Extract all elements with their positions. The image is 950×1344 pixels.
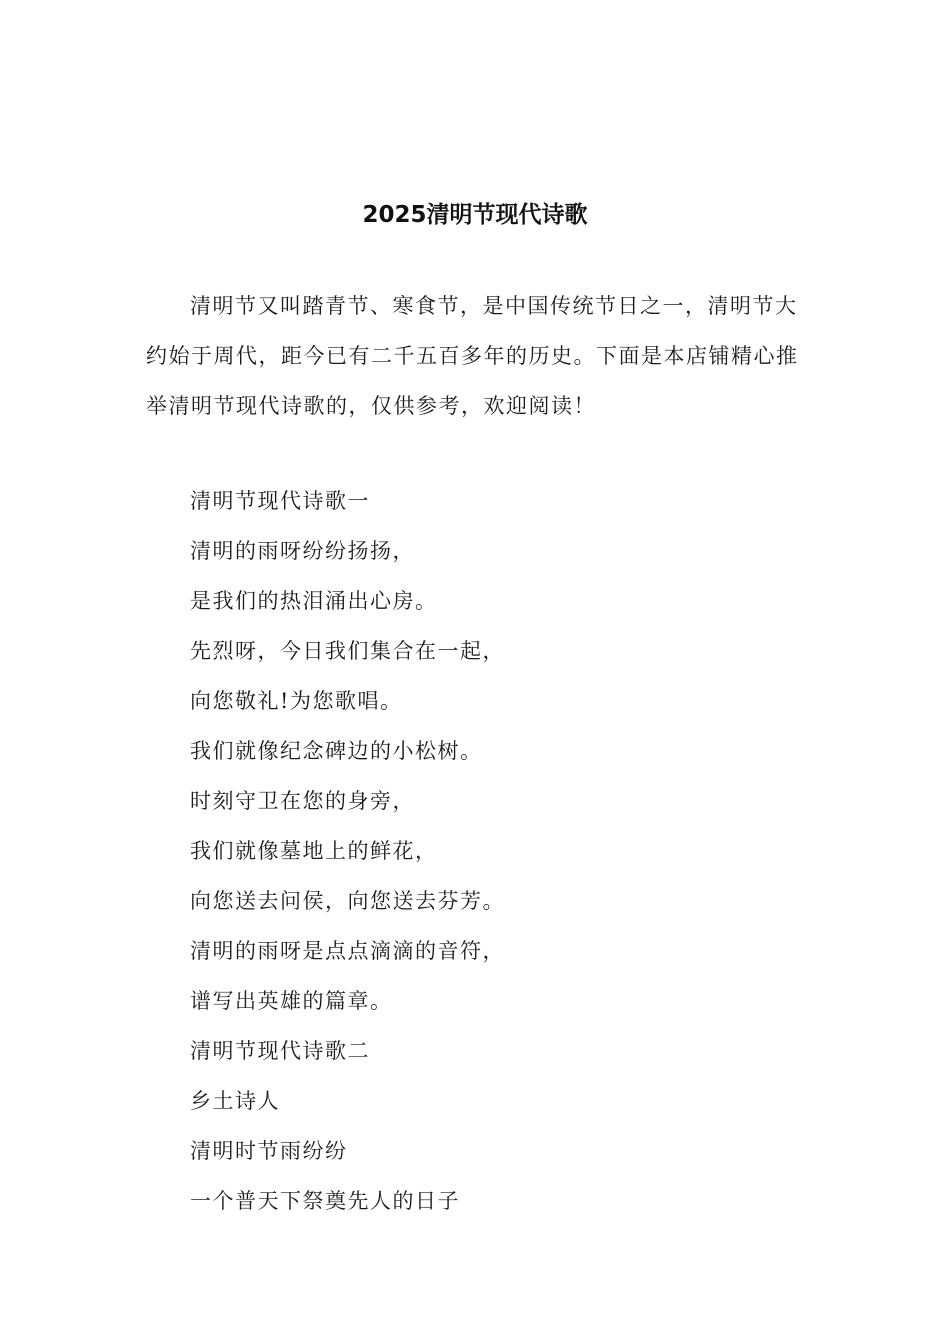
poem-line: 清明的雨呀是点点滴滴的音符， xyxy=(190,939,505,963)
poem-line: 清明的雨呀纷纷扬扬， xyxy=(190,539,415,563)
poem-line: 时刻守卫在您的身旁， xyxy=(190,789,415,813)
poem-line: 清明时节雨纷纷 xyxy=(190,1139,348,1163)
poem-line: 我们就像墓地上的鲜花， xyxy=(190,839,438,863)
section-heading: 清明节现代诗歌二 xyxy=(190,1039,370,1063)
poem-line: 一个普天下祭奠先人的日子 xyxy=(190,1189,460,1213)
poem-author: 乡土诗人 xyxy=(190,1089,280,1113)
poem-line: 是我们的热泪涌出心房。 xyxy=(190,589,438,613)
section-heading: 清明节现代诗歌一 xyxy=(190,489,370,513)
poem-lines xyxy=(190,476,810,1226)
intro-paragraph: 清明节又叫踏青节、寒食节，是中国传统节日之一，清明节大约始于周代，距今已有二千五百多年的历史。下面是本店铺精心推举清明节现代诗歌的，仅供参考，欢迎阅读！ xyxy=(146,294,799,418)
poem-line: 谱写出英雄的篇章。 xyxy=(190,989,393,1013)
poem-line: 向您敬礼!为您歌唱。 xyxy=(190,689,403,713)
poem-line: 向您送去问侯，向您送去芬芳。 xyxy=(190,889,505,913)
poem-line: 先烈呀，今日我们集合在一起， xyxy=(190,639,505,663)
poem-line: 我们就像纪念碑边的小松树。 xyxy=(190,739,483,763)
document-title: 2025清明节现代诗歌 xyxy=(362,202,588,229)
